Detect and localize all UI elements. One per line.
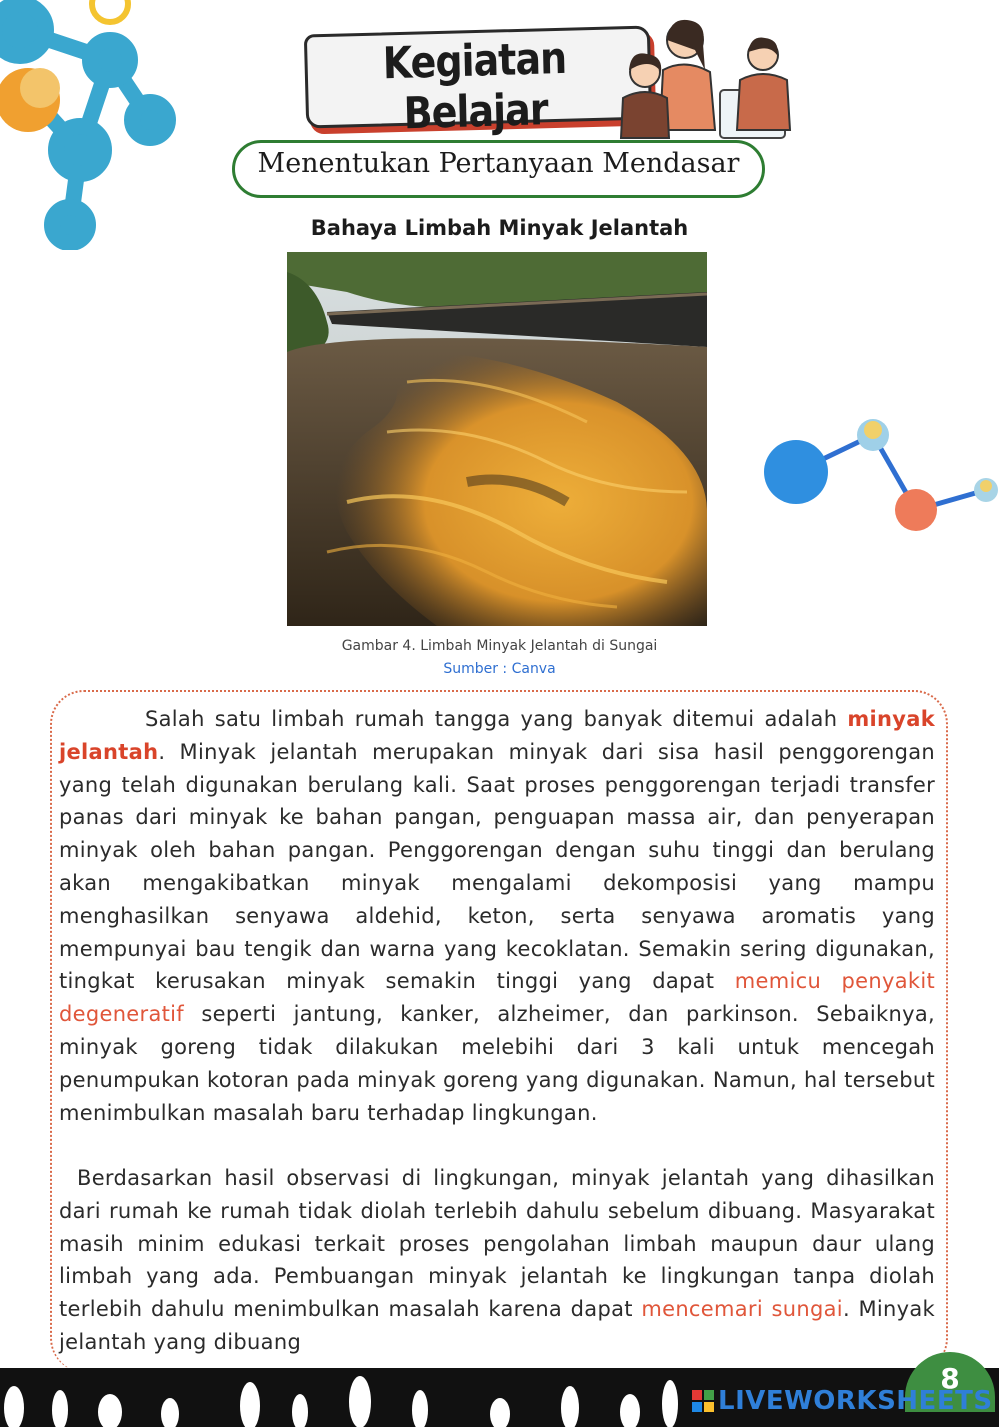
figure-source: Sumber : Canva	[443, 661, 556, 677]
paragraph-1	[59, 703, 935, 1129]
paragraph-2-text-b: . Minyak jelantah yang dibuang	[59, 1297, 935, 1354]
students-illustration	[615, 10, 800, 140]
banner-title: Kegiatan Belajar	[382, 32, 567, 139]
highlight-minyak-jelantah: minyak jelantah	[59, 707, 935, 764]
highlight-penyakit-degeneratif: memicu penyakit degeneratif	[59, 969, 935, 1027]
molecule-decoration-right	[758, 410, 999, 540]
paragraph-2	[59, 1162, 935, 1359]
paragraph-1-text-c: seperti jantung, kanker, alzheimer, dan parkinson. Sebaiknya, minyak goreng tidak dilakukan melebihi dari 3 kali untuk mencegah penumpukan kotoran pada minyak goreng yang digunakan. Namun, hal tersebut menimbulkan masalah baru terhadap lingkungan.	[59, 1002, 935, 1125]
molecule-decoration-top-left	[0, 0, 180, 250]
liveworksheets-logo-icon	[692, 1390, 714, 1412]
river-oil-photo	[287, 252, 707, 626]
page-number: 8	[940, 1362, 960, 1395]
highlight-mencemari-sungai: mencemari sungai	[641, 1297, 843, 1322]
section-title: Bahaya Limbah Minyak Jelantah	[310, 216, 689, 240]
paragraph-2-text-a: Berdasarkan hasil observasi di lingkungan, minyak jelantah yang dihasilkan dari rumah ke rumah tidak diolah terlebih dahulu sebelum dibuang. Masyarakat masih minim edukasi terkait proses pengolahan limbah maupun daur ulang limbah yang ada. Pembuangan minyak jelantah ke lingkungan tanpa diolah terlebih dahulu menimbulkan masalah karena dapat	[59, 1166, 935, 1322]
liveworksheets-watermark: LIVEWORKSHEETS	[718, 1386, 993, 1416]
figure-caption: Gambar 4. Limbah Minyak Jelantah di Sungai	[341, 638, 658, 654]
paragraph-1-text-b: . Minyak jelantah merupakan minyak dari sisa hasil penggorengan yang telah digunakan berulang kali. Saat proses penggorengan terjadi transfer panas dari minyak ke bahan pangan, penguapan massa air, dan penyerapan minyak oleh bahan pangan. Penggorengan dengan suhu tinggi dan berulang akan mengakibatkan minyak mengalami dekomposisi yang mampu menghasilkan senyawa aldehid, keton, serta senyawa aromatis yang mempunyai bau tengik dan warna yang kecoklatan. Semakin sering digunakan, tingkat kerusakan minyak semakin tinggi yang dapat	[59, 739, 935, 994]
subtitle: Menentukan Pertanyaan Mendasar	[257, 148, 740, 179]
paragraph-1-text-a: Salah satu limbah rumah tangga yang banyak ditemui adalah	[145, 707, 848, 731]
